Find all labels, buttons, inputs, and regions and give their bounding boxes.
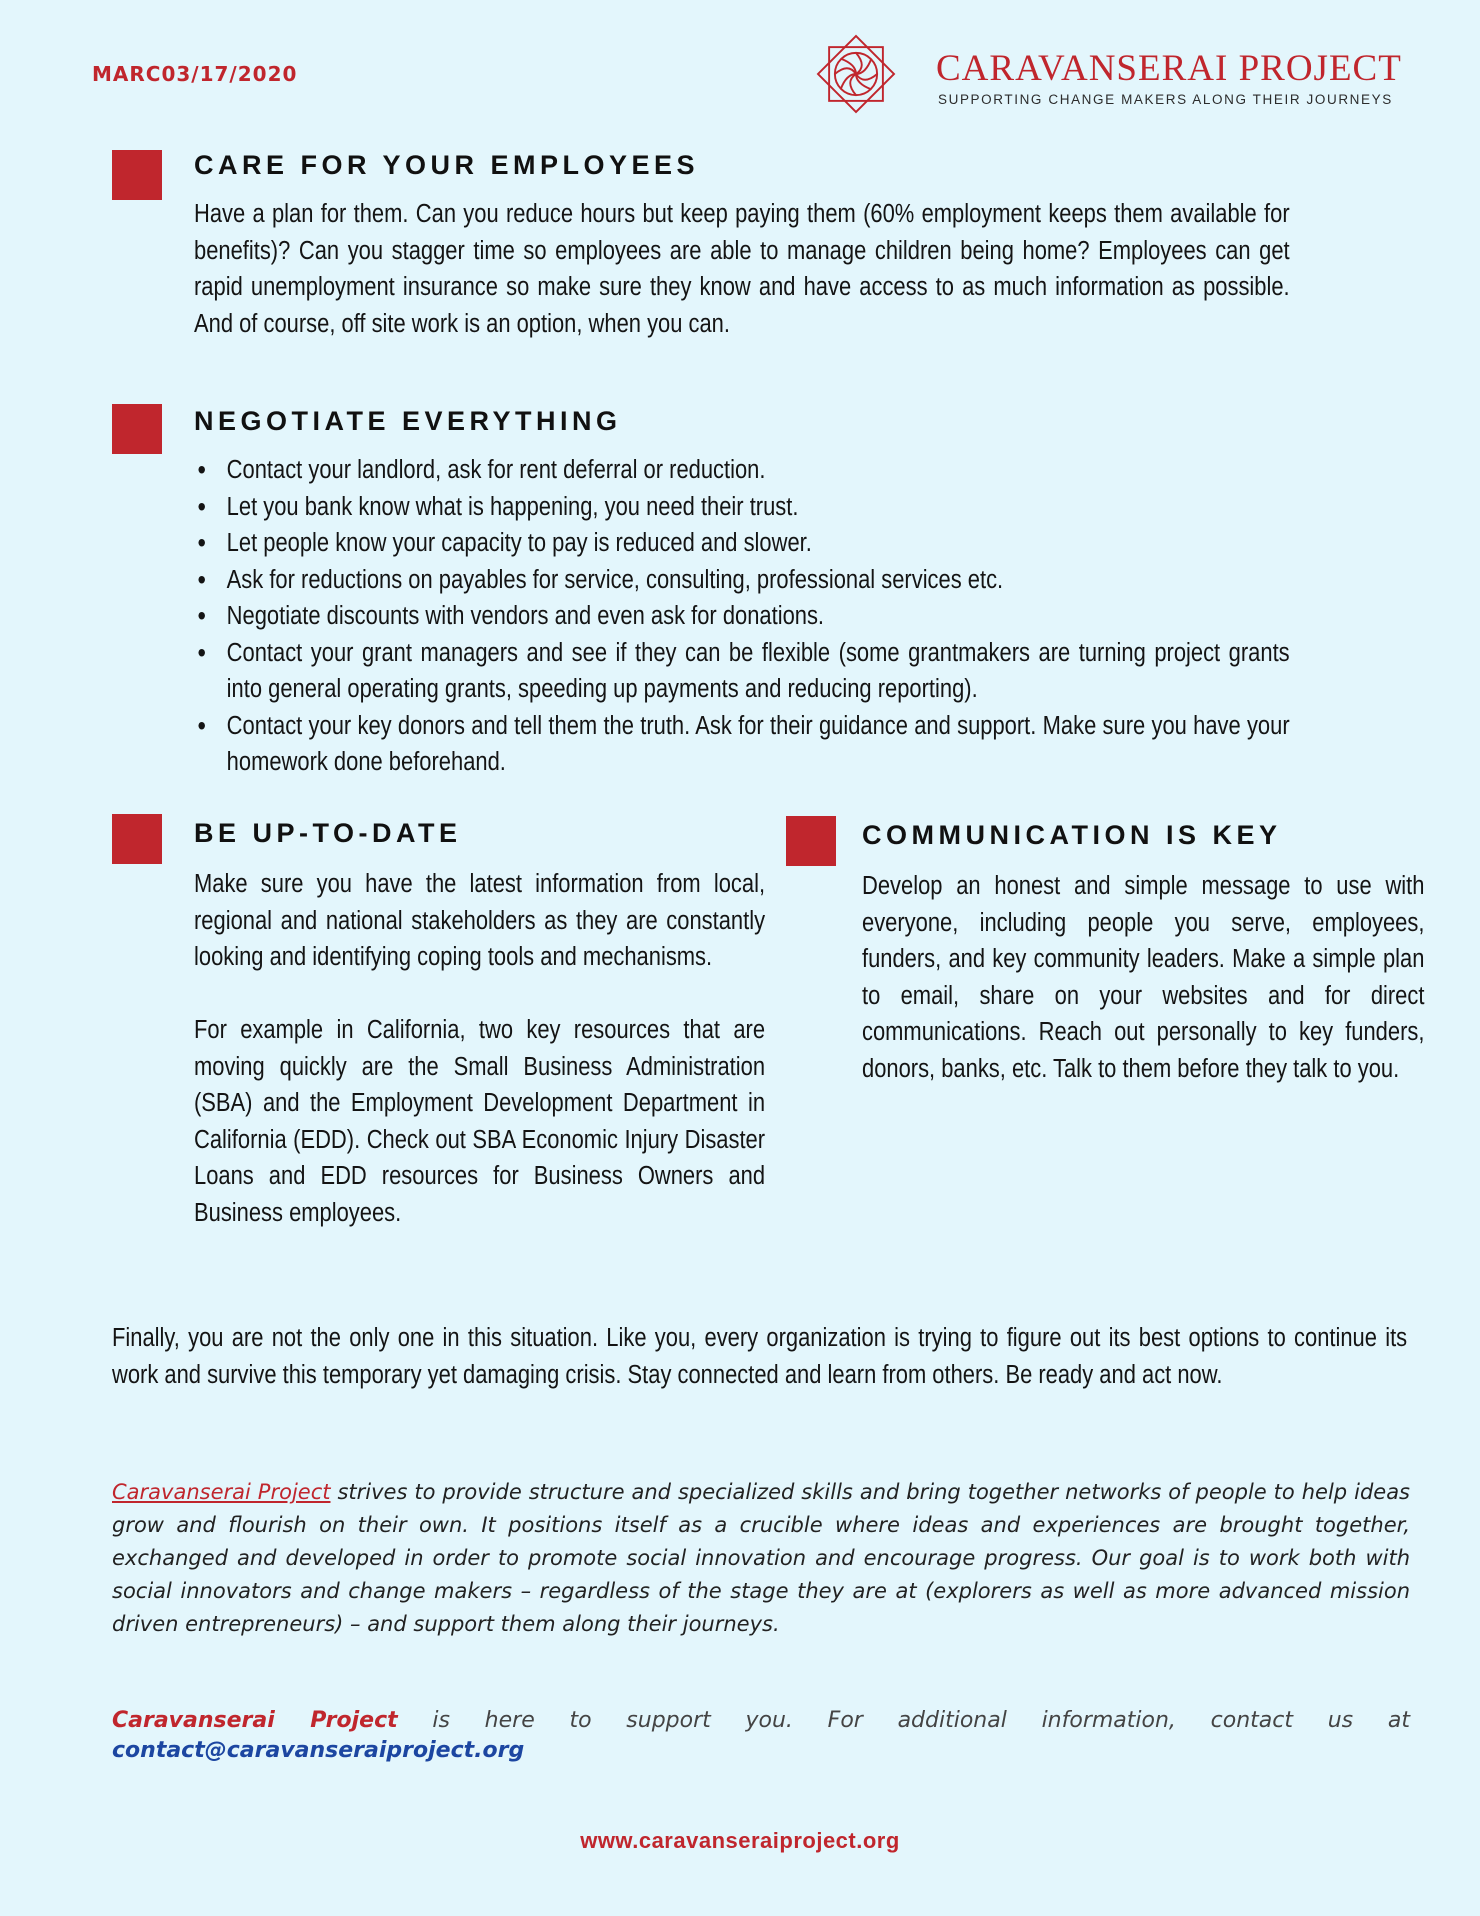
section-title-uptodate: BE UP-TO-DATE bbox=[194, 818, 462, 848]
section-marker bbox=[112, 150, 162, 200]
section-marker bbox=[786, 816, 836, 866]
support-brand: Caravanserai Project bbox=[112, 1708, 398, 1733]
negotiate-list bbox=[194, 452, 1290, 781]
section-title-employees: CARE FOR YOUR EMPLOYEES bbox=[194, 150, 700, 180]
section-title-negotiate: NEGOTIATE EVERYTHING bbox=[194, 406, 622, 436]
uptodate-paragraph-1: Make sure you have the latest information from local, regional and national stakeholders as they are constantly looking and identifying coping tools and mechanisms. bbox=[194, 870, 766, 971]
closing-paragraph: Finally, you are not the only one in this situation. Like you, every organization is trying to figure out its best options to continue its work and survive this temporary yet damaging crisis. Stay connected and learn from others. Be ready and act now. bbox=[112, 1324, 1408, 1389]
uptodate-paragraph-2: For example in California, two key resources that are moving quickly are the Small Business Administration (SBA) and the Employment Development Department in California (EDD). Check out SBA Economic Injury Disaster Loans and EDD resources for Business Owners and Business employees. bbox=[194, 1016, 766, 1227]
support-text: is here to support you. For additional information, contact us at bbox=[397, 1708, 1410, 1733]
list-item: • Contact your landlord, ask for rent deferral or reduction. bbox=[194, 452, 1290, 489]
list-item: • Ask for reductions on payables for service, consulting, professional services etc. bbox=[194, 562, 1290, 599]
contact-email-link[interactable]: contact@caravanseraiproject.org bbox=[112, 1738, 525, 1763]
section-title-communication: COMMUNICATION IS KEY bbox=[862, 820, 1282, 850]
section-text-communication: Develop an honest and simple message to use with everyone, including people you serve, employees, funders, and key community leaders. Make a simple plan to email, share on your websites and for direct communications. Reach out personally to key funders, donors, banks, etc. Talk to them before they talk to you. bbox=[862, 872, 1425, 1083]
brand-name: CARAVANSERAI PROJECT bbox=[936, 48, 1402, 89]
about-text: strives to provide structure and specialized skills and bring together networks of people to help ideas grow and flourish on their own. It positions itself as a crucible where ideas and experiences are brought together, exchanged and developed in order to promote social innovation and encourage progress. Our goal is to work both with social innovators and change makers – regardless of the stage they are at (explorers as well as more advanced mission driven entrepreneurs) – and support them along their journeys. bbox=[112, 1480, 1410, 1636]
about-paragraph bbox=[112, 1476, 1410, 1641]
list-item: • Let you bank know what is happening, you need their trust. bbox=[194, 489, 1290, 526]
brand-tagline: SUPPORTING CHANGE MAKERS ALONG THEIR JOURNEYS bbox=[938, 92, 1393, 107]
website-link[interactable]: www.caravanseraiproject.org bbox=[580, 1828, 900, 1853]
section-marker bbox=[112, 814, 162, 864]
section-text-employees: Have a plan for them. Can you reduce hours but keep paying them (60% employment keeps them available for benefits)? Can you stagger time so employees are able to manage children being home? Employees can get rapid unemployment insurance so make sure they know and have access to as much information as possible. And of course, off site work is an option, when you can. bbox=[194, 200, 1290, 338]
support-line bbox=[112, 1704, 1410, 1738]
negotiate-list-block bbox=[194, 452, 1290, 781]
list-item: • Let people know your capacity to pay is reduced and slower. bbox=[194, 525, 1290, 562]
document-date: MARC03/17/2020 bbox=[92, 62, 298, 86]
section-marker bbox=[112, 404, 162, 454]
list-item: • Contact your key donors and tell them the truth. Ask for their guidance and support. Make sure you have your homework done beforehand. bbox=[194, 708, 1290, 781]
list-item: • Contact your grant managers and see if they can be flexible (some grantmakers are turning project grants into general operating grants, speeding up payments and reducing reporting). bbox=[194, 635, 1290, 708]
list-item: • Negotiate discounts with vendors and even ask for donations. bbox=[194, 598, 1290, 635]
section-text-uptodate bbox=[194, 866, 765, 1231]
star-knot-logo-icon bbox=[808, 26, 904, 122]
caravanserai-link[interactable]: Caravanserai Project bbox=[112, 1480, 331, 1504]
